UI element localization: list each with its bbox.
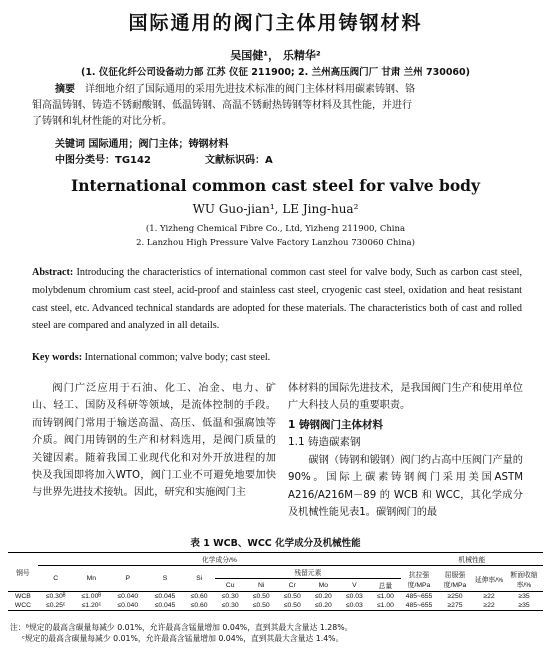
cell-value: ≥250 — [447, 593, 463, 600]
table-row-wcb — [8, 592, 543, 602]
abstract-cn-line-1 — [55, 82, 515, 98]
authors-en: WU Guo-jian¹, LE Jing-hua² — [192, 202, 359, 216]
table-note-b: 注：ᴮ规定的最高含碳量每减少 0.01%，允许最高含锰量增加 0.04%，直到其最大含量达 1.28%。 — [10, 623, 353, 632]
cell-value: ≤1.00ᴮ — [81, 593, 102, 600]
abstract-en — [32, 264, 522, 335]
cell-value: ≤1.00 — [376, 602, 394, 609]
cell-value: ≤0.50 — [252, 593, 270, 600]
cell-value: ≤0.50 — [283, 593, 301, 600]
cell-value: ≥22 — [483, 602, 495, 609]
col-header-c: C — [53, 575, 59, 582]
cell-value: ≤0.040 — [117, 602, 139, 609]
composition-table — [8, 552, 543, 611]
cell-value: ≤0.20 — [314, 602, 332, 609]
col-header-ni: Ni — [258, 581, 265, 589]
col-header-cu: Cu — [225, 581, 235, 589]
abstract-cn-line-2: 钼高温铸钢、铸造不锈耐酸钢、低温铸钢、高温不锈耐热铸钢等材料及其性能，并进行 — [32, 100, 412, 111]
table-notes — [10, 622, 352, 644]
cell-value: ≤0.040 — [117, 593, 139, 600]
body-left-column: 阀门广泛应用于石油、化工、冶金、电力、矿山、轻工、国防及科研等领域，是流体控制的手段。而铸钢阀门常用于输送高温、高压、低温和强腐蚀等介质。阀门用铸钢的生产和材料选用，是阀门质量的关键因素。随着我国工业现代化和对外开放进程的加快及我国即将加入WTO，阀门工业不可避免地要加快与世界先进技术接轨。因此，研究和实施阀门主 — [32, 383, 276, 499]
cell-value: ≤0.045 — [154, 602, 176, 609]
group-header-residual: 残留元素 — [215, 566, 401, 579]
cell-value: ≥35 — [518, 593, 530, 600]
cell-grade: WCC — [14, 602, 32, 609]
keywords-en-text: International common; valve body; cast steel. — [84, 352, 271, 363]
body-right-intro: 体材料的国际先进技术，是我国阀门生产和使用单位广大科技人员的重要职责。 — [288, 383, 523, 412]
abstract-cn-label: 摘要 — [55, 84, 75, 95]
cell-value: ≤0.03 — [345, 602, 363, 609]
cell-value: 485~655 — [405, 602, 433, 609]
cell-value: ≥22 — [483, 593, 495, 600]
col-header-yield: 屈服强度/MPa — [443, 571, 467, 589]
paper-title-en: International common cast steel for valve body — [70, 176, 481, 195]
cell-value: ≤0.03 — [345, 593, 363, 600]
cell-value: ≤0.60 — [190, 602, 208, 609]
abstract-cn-text-1: 详细地介绍了国际通用的采用先进技术标准的阀门主体材料用碳素铸钢、铬 — [85, 84, 415, 95]
cell-grade: WCB — [14, 593, 31, 600]
abstract-cn-line-3: 了铸钢和轧材性能的对比分析。 — [32, 116, 172, 127]
cell-value: ≥35 — [518, 602, 530, 609]
cell-value: ≤1.00 — [376, 593, 394, 600]
col-header-p: P — [125, 575, 131, 582]
paper-title-cn: 国际通用的阀门主体用铸钢材料 — [128, 12, 423, 34]
col-header-cr: Cr — [288, 581, 296, 589]
section-heading-1-1: 1.1 铸造碳素钢 — [288, 436, 361, 448]
keywords-en — [32, 352, 270, 363]
keywords-cn: 关键词 国际通用；阀门主体；铸钢材料 — [55, 139, 229, 150]
cell-value: ≤1.20ᶜ — [81, 602, 101, 609]
col-header-s: S — [162, 575, 168, 582]
cell-value: ≤0.50 — [252, 602, 270, 609]
cell-value: ≤0.50 — [283, 602, 301, 609]
cell-value: ≤0.30 — [221, 602, 239, 609]
col-header-grade: 钢号 — [16, 570, 30, 577]
affiliation-cn: (1. 仪征化纤公司设备动力部 江苏 仪征 211900; 2. 兰州高压阀门厂 甘肃 兰州 730060) — [80, 67, 470, 78]
clc-number: 中图分类号：TG142 — [55, 155, 151, 166]
affiliation-en-2: 2. Lanzhou High Pressure Valve Factory Lanzhou 730060 China) — [136, 238, 415, 248]
keywords-en-label: Key words: — [32, 352, 83, 363]
col-header-reduction: 断面收缩率/% — [510, 571, 538, 589]
body-right-paragraph: 碳钢（铸钢和锻钢）阀门约占高中压阀门产量的90%。国际上碳素铸钢阀门采用美国ASTM A216/A216M－89 的 WCB 和 WCC，其化学成分及机械性能见表1。碳钢阀门的最 — [288, 455, 523, 519]
cell-value: 485~655 — [405, 593, 433, 600]
table-row-wcc — [8, 601, 543, 611]
cell-value: ≤0.30ᴮ — [45, 593, 66, 600]
authors-cn: 吴国健¹， 乐精华² — [230, 49, 321, 62]
col-header-elongation: 延伸率/% — [474, 576, 504, 584]
cell-value: ≤0.30 — [221, 593, 239, 600]
cell-value: ≤0.25ᶜ — [45, 602, 66, 609]
cell-value: ≤0.045 — [154, 593, 176, 600]
cell-value: ≤0.60 — [190, 593, 208, 600]
col-header-si: Si — [196, 575, 203, 582]
table-caption: 表 1 WCB、WCC 化学成分及机械性能 — [190, 538, 361, 549]
section-heading-1: 1 铸钢阀门主体材料 — [288, 419, 383, 431]
col-header-total: 总量 — [378, 583, 393, 590]
col-header-mo: Mo — [318, 581, 329, 589]
document-code: 文献标识码：A — [205, 155, 273, 166]
col-header-v: V — [352, 581, 357, 589]
group-header-chemical: 化学成分/% — [38, 553, 401, 566]
col-header-mn: Mn — [86, 575, 97, 582]
abstract-en-text: Introducing the characteristics of international common cast steel for valve body, Such as carbon cast steel, molybdenum chromium cast steel, acid-proof and stainless cast steel, cryogenic cast steel, oxidation and heat resistant cast steel, etc. Advanced technical standards are adopted for these materials. The characteristics both of cast and rolled steel are compared and analyzed in all details. — [32, 267, 522, 332]
table-note-c: ᶜ规定的最高含碳量每减少 0.01%，允许最高含锰量增加 0.04%，直到其最大含量达 1.4%。 — [22, 634, 344, 643]
abstract-en-label: Abstract: — [32, 267, 74, 278]
cell-value: ≤0.20 — [314, 593, 332, 600]
group-header-mechanical: 机械性能 — [401, 553, 543, 566]
col-header-tensile: 抗拉强度/MPa — [407, 571, 431, 589]
affiliation-en-1: (1. Yizheng Chemical Fibre Co., Ltd, Yizheng 211900, China — [145, 224, 406, 234]
cell-value: ≥275 — [447, 602, 463, 609]
